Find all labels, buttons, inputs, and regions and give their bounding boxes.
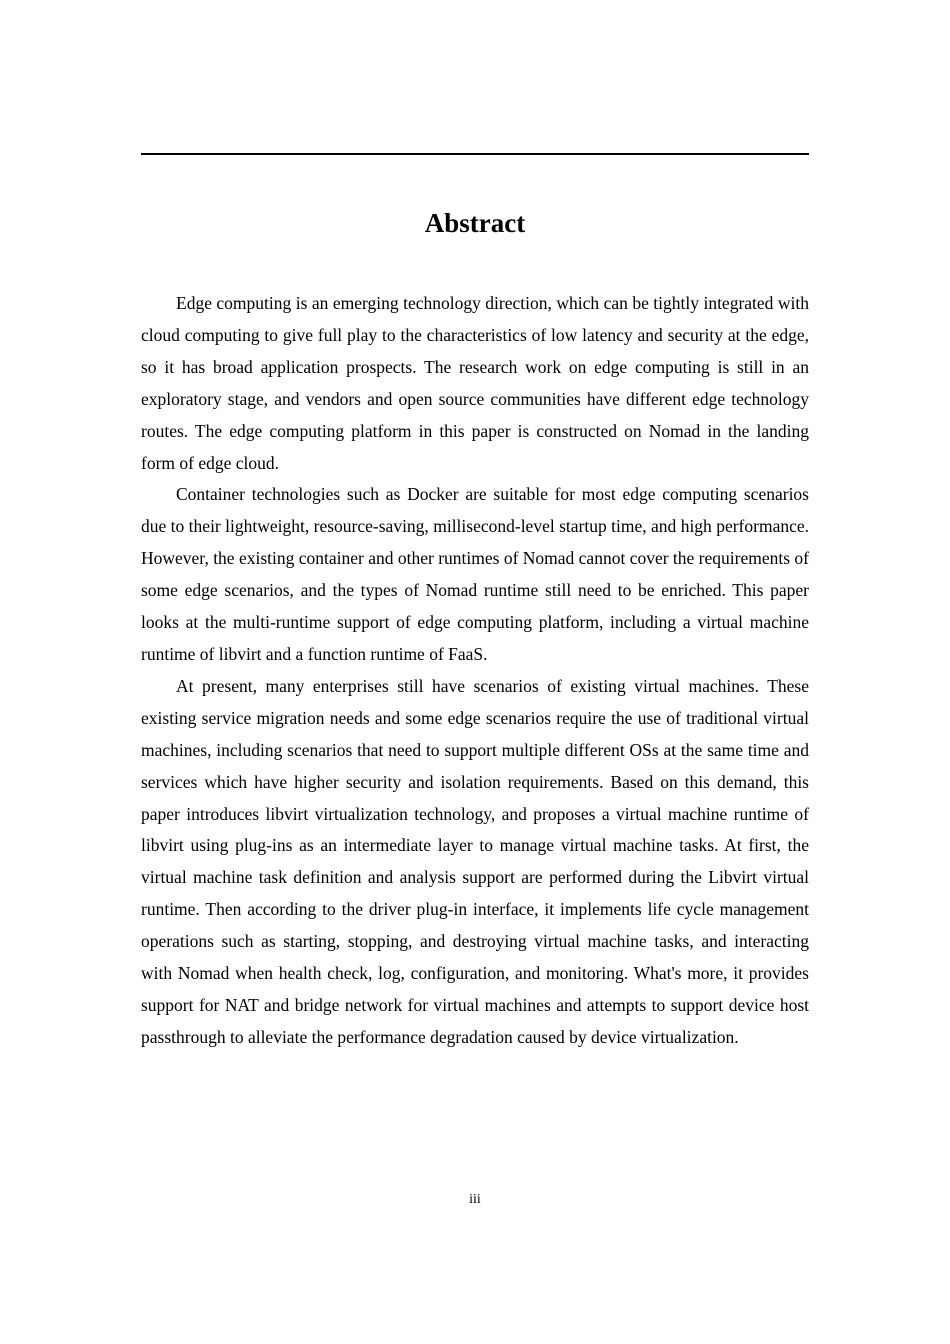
page-title: Abstract (424, 208, 526, 238)
header-rule (141, 153, 809, 155)
paragraph-2: Container technologies such as Docker are suitable for most edge computing scenarios due to their lightweight, resource-saving, millisecond-level startup time, and high performance. However, the existing container and other runtimes of Nomad cannot cover the requirements of some edge scenarios, and the types of Nomad runtime still need to be enriched. This paper looks at the multi-runtime support of edge computing platform, including a virtual machine runtime of libvirt and a function runtime of FaaS. (141, 484, 809, 664)
paragraph-1: Edge computing is an emerging technology direction, which can be tightly integrated with cloud computing to give full play to the characteristics of low latency and security at the edge, so it has broad application prospects. The research work on edge computing is still in an exploratory stage, and vendors and open source communities have different edge technology routes. The edge computing platform in this paper is constructed on Nomad in the landing form of edge cloud. (141, 293, 809, 473)
abstract-body (141, 288, 809, 1054)
page-number: iii (469, 1192, 481, 1207)
paragraph-3: At present, many enterprises still have scenarios of existing virtual machines. These existing service migration needs and some edge scenarios require the use of traditional virtual machines, including scenarios that need to support multiple different OSs at the same time and services which have higher security and isolation requirements. Based on this demand, this paper introduces libvirt virtualization technology, and proposes a virtual machine runtime of libvirt using plug-ins as an intermediate layer to manage virtual machine tasks. At first, the virtual machine task definition and analysis support are performed during the Libvirt virtual runtime. Then according to the driver plug-in interface, it implements life cycle management operations such as starting, stopping, and destroying virtual machine tasks, and interacting with Nomad when health check, log, configuration, and monitoring. What's more, it provides support for NAT and bridge network for virtual machines and attempts to support device host passthrough to alleviate the performance degradation caused by device virtualization. (141, 675, 809, 1047)
